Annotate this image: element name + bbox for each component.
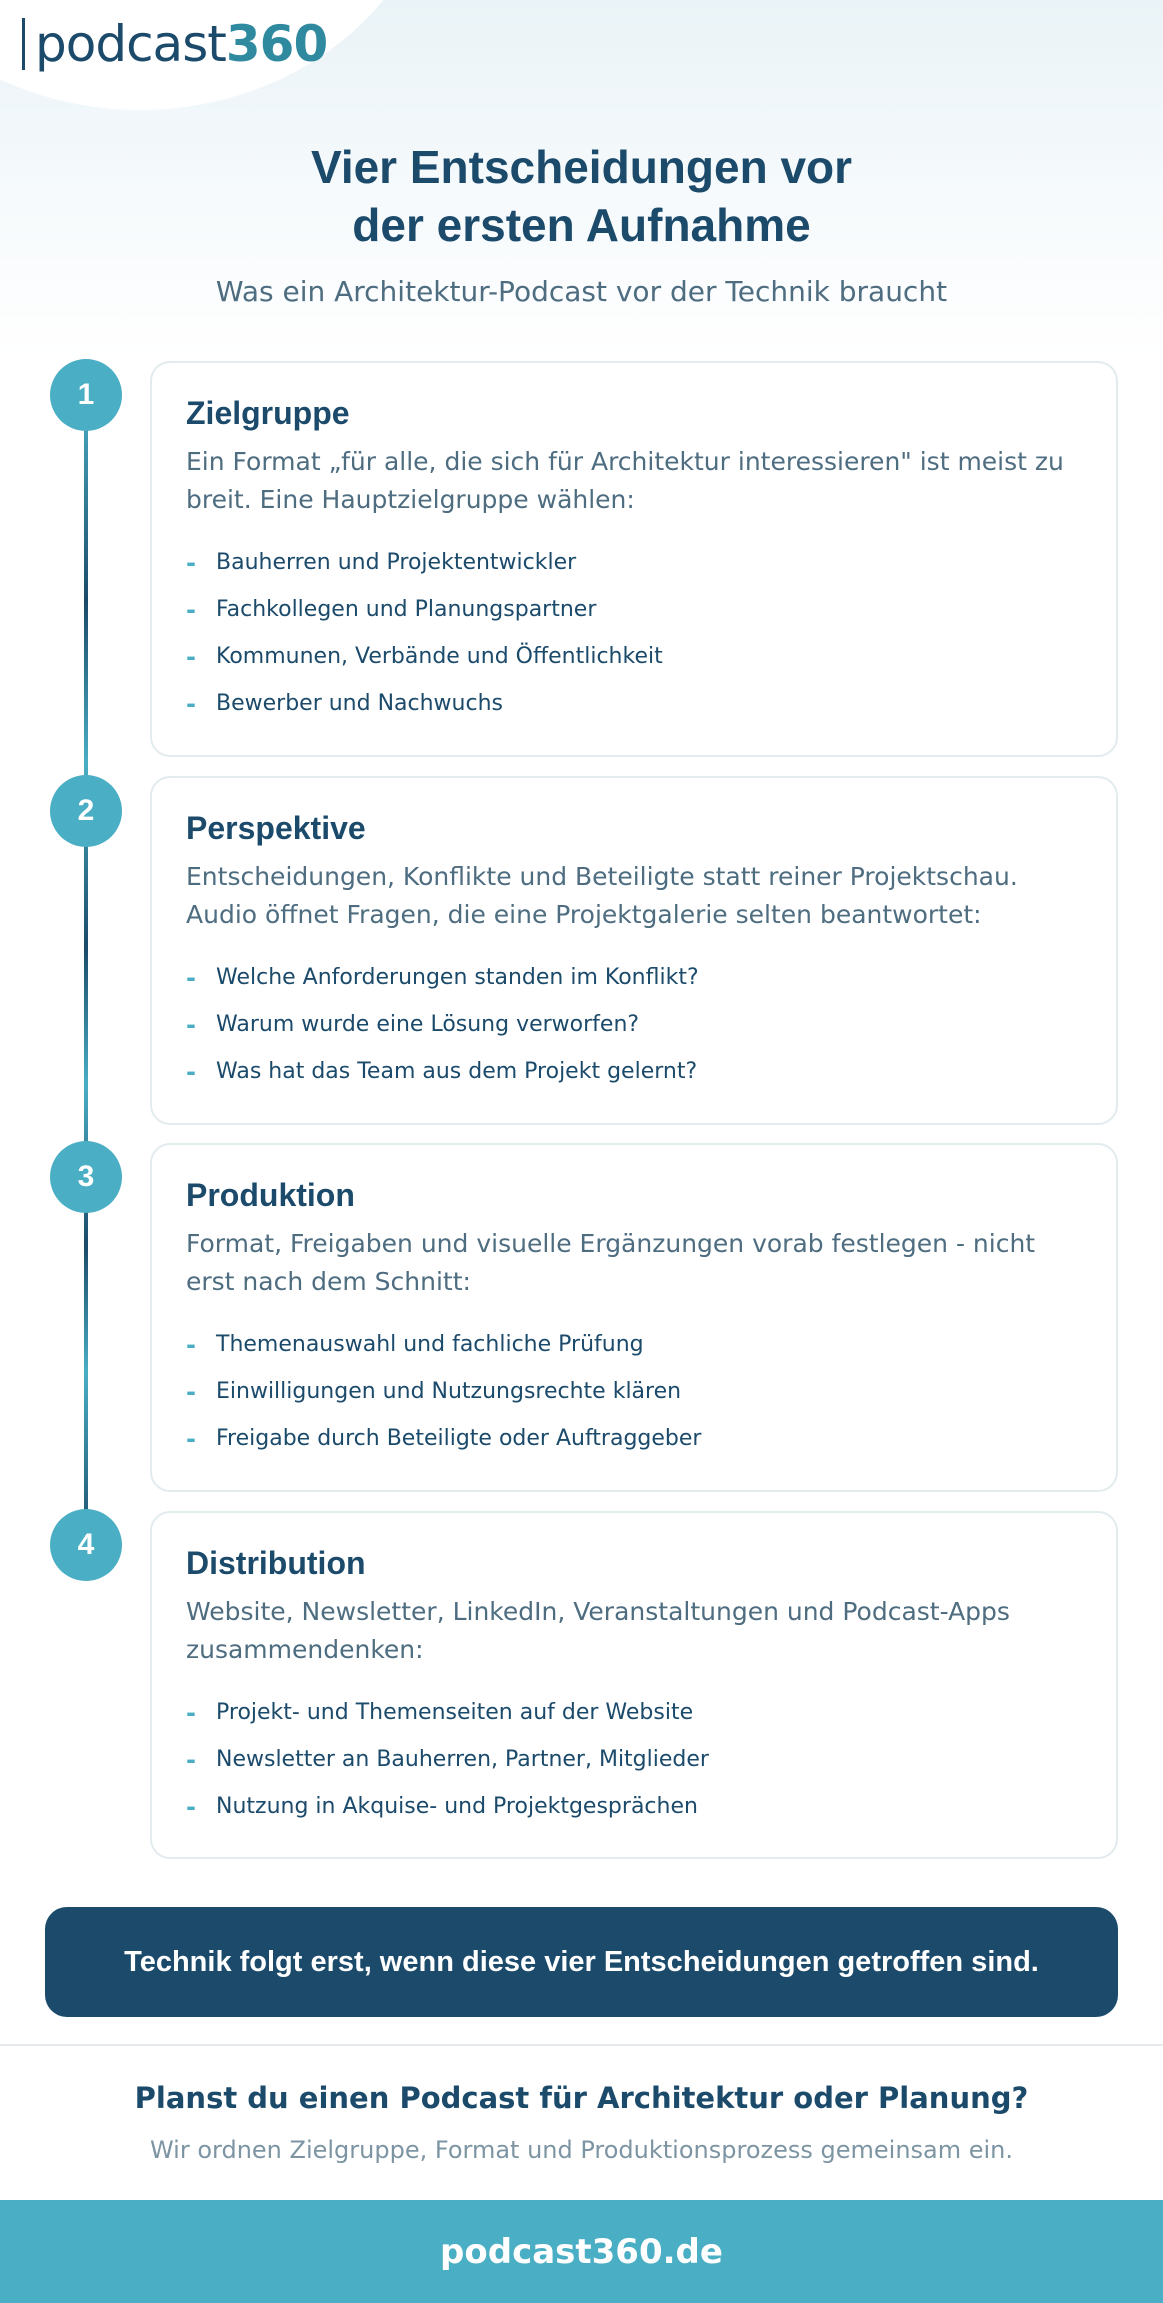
step-description: Format, Freigaben und visuelle Ergänzungen vorab festlegen - nicht erst nach dem Schnitt: [186, 1229, 1036, 1296]
step-list [186, 1689, 1082, 1830]
cta-title: Planst du einen Podcast für Architektur oder Planung? [134, 2081, 1029, 2115]
list-item: - Bewerber und Nachwuchs [186, 689, 503, 718]
footer-link[interactable]: podcast360.de [0, 2200, 1163, 2303]
summary-banner: Technik folgt erst, wenn diese vier Entscheidungen getroffen sind. [45, 1907, 1118, 2017]
list-item: - Freigabe durch Beteiligte oder Auftraggeber [186, 1424, 702, 1453]
step-card-produktion [150, 1143, 1118, 1492]
list-item: - Newsletter an Bauherren, Partner, Mitglieder [186, 1745, 709, 1774]
list-item: - Bauherren und Projektentwickler [186, 548, 577, 577]
cta-subtitle: Wir ordnen Zielgruppe, Format und Produktionsprozess gemeinsam ein. [149, 2136, 1014, 2164]
step-card-zielgruppe [150, 361, 1118, 757]
logo-text-360: 360 [225, 15, 328, 73]
list-item: - Fachkollegen und Planungspartner [186, 595, 597, 624]
step-title: Distribution [186, 1545, 366, 1581]
step-card-distribution [150, 1511, 1118, 1859]
step-number-1: 1 [50, 359, 122, 431]
step-title: Produktion [186, 1177, 355, 1213]
page-title [0, 138, 1163, 254]
list-item: - Was hat das Team aus dem Projekt gelernt? [186, 1057, 698, 1086]
page-title-line1: Vier Entscheidungen vor [310, 141, 853, 193]
logo-bar [22, 18, 25, 70]
timeline-line [84, 395, 88, 1545]
dash-icon: - [186, 1698, 196, 1727]
step-number-3: 3 [50, 1141, 122, 1213]
step-description: Ein Format „für alle, die sich für Architektur interessieren" ist meist zu breit. Eine Hauptzielgruppe wählen: [186, 447, 1064, 514]
step-list [186, 1321, 1082, 1462]
dash-icon: - [186, 1057, 196, 1086]
list-item: - Kommunen, Verbände und Öffentlichkeit [186, 642, 663, 671]
divider [0, 2044, 1163, 2046]
dash-icon: - [186, 1377, 196, 1406]
page-title-line2: der ersten Aufnahme [352, 199, 811, 251]
page-subtitle: Was ein Architektur-Podcast vor der Technik braucht [215, 275, 948, 308]
dash-icon: - [186, 1424, 196, 1453]
list-item: - Einwilligungen und Nutzungsrechte klären [186, 1377, 682, 1406]
step-list [186, 954, 1082, 1095]
list-item: - Warum wurde eine Lösung verworfen? [186, 1010, 640, 1039]
list-item: - Nutzung in Akquise- und Projektgesprächen [186, 1792, 698, 1821]
step-title: Zielgruppe [186, 395, 350, 431]
dash-icon: - [186, 1792, 196, 1821]
dash-icon: - [186, 1330, 196, 1359]
list-item: - Welche Anforderungen standen im Konflikt? [186, 963, 699, 992]
dash-icon: - [186, 963, 196, 992]
step-number-2: 2 [50, 775, 122, 847]
step-number-4: 4 [50, 1509, 122, 1581]
dash-icon: - [186, 642, 196, 671]
dash-icon: - [186, 1745, 196, 1774]
step-list [186, 539, 1082, 727]
step-card-perspektive [150, 776, 1118, 1125]
dash-icon: - [186, 595, 196, 624]
dash-icon: - [186, 1010, 196, 1039]
list-item: - Themenauswahl und fachliche Prüfung [186, 1330, 644, 1359]
step-title: Perspektive [186, 810, 366, 846]
dash-icon: - [186, 548, 196, 577]
list-item: - Projekt- und Themenseiten auf der Website [186, 1698, 694, 1727]
logo-text-podcast: podcast [35, 15, 226, 73]
step-description: Entscheidungen, Konflikte und Beteiligte statt reiner Projektschau. Audio öffnet Fragen, die eine Projektgalerie selten beantwortet: [186, 862, 1018, 929]
dash-icon: - [186, 689, 196, 718]
step-description: Website, Newsletter, LinkedIn, Veranstaltungen und Podcast-Apps zusammendenken: [186, 1597, 1010, 1664]
logo [22, 14, 327, 74]
